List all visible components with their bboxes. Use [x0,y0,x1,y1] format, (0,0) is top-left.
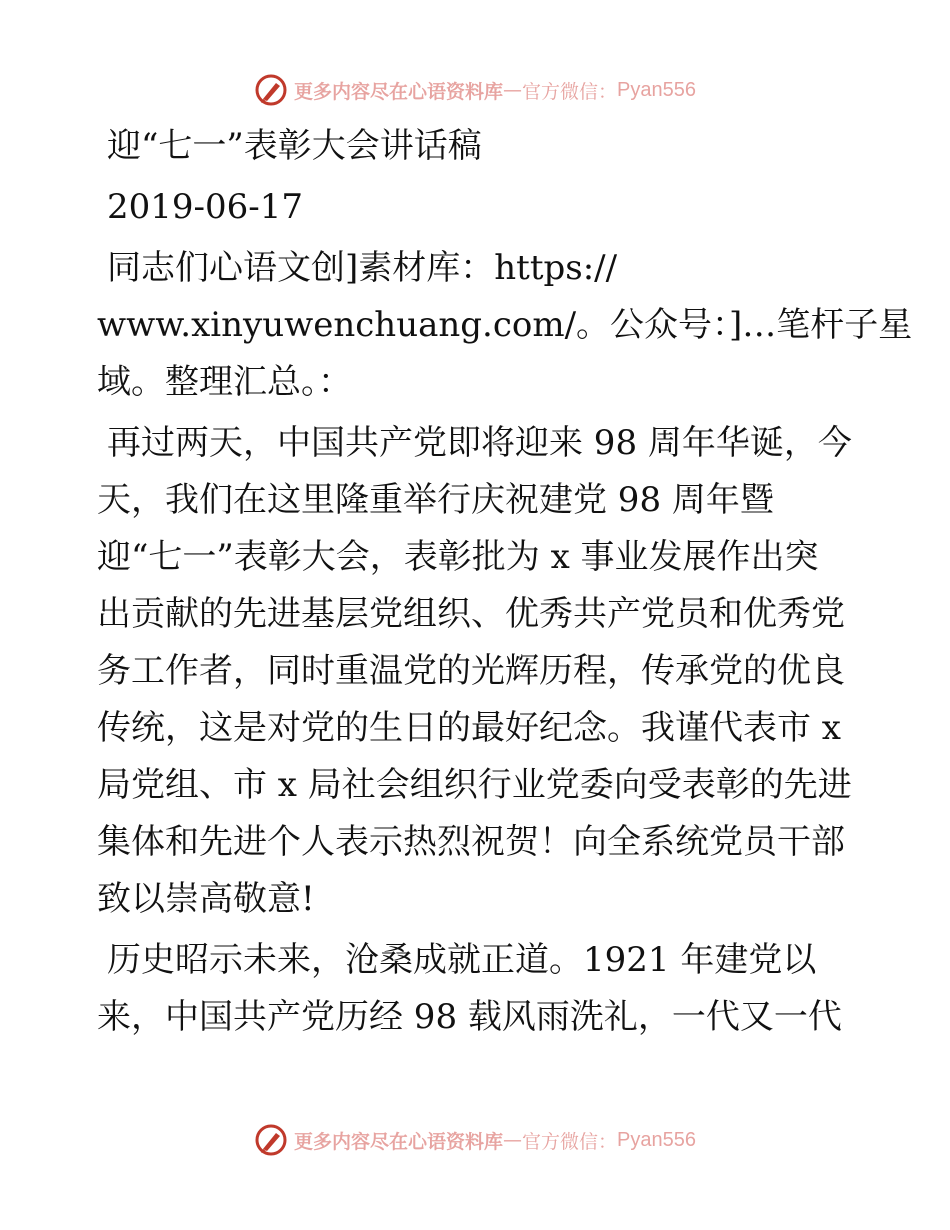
paragraph-line: 再过两天，中国共产党即将迎来 98 周年华诞，今 [107,423,852,463]
paragraph-line: 局党组、市 x 局社会组织行业党委向受表彰的先进 [97,765,852,805]
banner-title: 更多内容尽在心语资料库 [294,80,504,103]
footer-banner [0,1120,950,1160]
paragraph-line: 致以崇高敬意! [97,879,315,919]
pen-logo-icon [254,73,288,107]
intro-line: 同志们心语文创]素材库：https:// [107,248,618,288]
pen-logo-icon [254,1123,288,1157]
banner-separator: — [503,1129,523,1151]
paragraph-2 [97,932,849,1046]
intro-link-line: www.xinyuwenchuang.com/。公众号：]…笔杆子星 [97,305,913,345]
document-title: 迎“七一”表彰大会讲话稿 [107,126,482,166]
paragraph-line: 天，我们在这里隆重举行庆祝建党 98 周年暨 [97,480,774,520]
paragraph-line: 来，中国共产党历经 98 载风雨洗礼，一代又一代 [97,997,842,1037]
paragraph-line: 传统，这是对党的生日的最好纪念。我谨代表市 x [97,708,841,748]
paragraph-line: 历史昭示未来，沧桑成就正道。1921 年建党以 [107,940,817,980]
paragraph-line: 集体和先进个人表示热烈祝贺！向全系统党员干部 [97,822,845,862]
intro-paragraph [97,240,913,411]
document-date: 2019-06-17 [107,187,304,227]
banner-wechat-id: Pyan556 [617,1128,696,1151]
paragraph-1 [97,415,852,928]
paragraph-line: 出贡献的先进基层党组织、优秀共产党员和优秀党 [97,594,845,634]
header-banner [0,70,950,110]
banner-title: 更多内容尽在心语资料库 [294,1130,504,1153]
paragraph-line: 务工作者，同时重温党的光辉历程，传承党的优良 [97,651,845,691]
intro-line: 域。整理汇总。： [97,362,352,402]
banner-wechat-label: 官方微信： [522,80,618,103]
paragraph-line: 迎“七一”表彰大会，表彰批为 x 事业发展作出突 [97,537,819,577]
banner-separator: — [503,79,523,101]
banner-wechat-label: 官方微信： [522,1130,618,1153]
document-body [97,118,913,1046]
banner-wechat-id: Pyan556 [617,78,696,101]
